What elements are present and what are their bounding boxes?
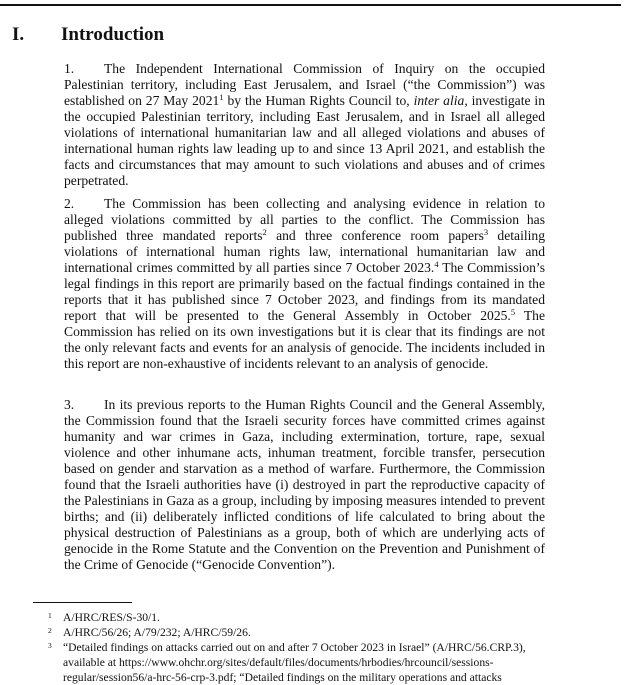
footnote-ref-2[interactable]: 2: [262, 227, 267, 237]
footnote-text[interactable]: “Detailed findings on attacks carried out on and after 7 October 2023 in Israel” (A/HRC/56.CRP.3), available at https://www.ohchr.org/sites/default/files/documents/hrbodies/hrcouncil/sessions-regular/session56/a-hrc-56-crp-3.pdf; “Detailed findings on the military operations and attacks: [63, 641, 526, 684]
paragraph-text: The Commission has been collecting and analysing evidence in relation to alleged violations committed by all parties to the conflict. The Commission has published three mandated reports: [64, 196, 545, 243]
section-heading: [0, 22, 625, 48]
paragraph-text: The Commission has relied on its own investigations but it is clear that its findings are not the only relevant facts and events for an analysis of genocide. The incidents included in this report are non-exhaustive of incidents relevant to an analysis of genocide.: [64, 308, 545, 371]
footnote-ref-5[interactable]: 5: [510, 307, 516, 317]
paragraph-3: [64, 397, 545, 573]
italic-text: inter alia,: [413, 93, 468, 108]
page-top-rule: [0, 4, 621, 6]
footnote-text: A/HRC/56/26; A/79/232; A/HRC/59/26.: [63, 626, 251, 639]
footnote-ref-3[interactable]: 3: [483, 227, 489, 237]
paragraph-text: and three conference room papers: [266, 228, 484, 243]
footnote-ref-4[interactable]: 4: [434, 259, 439, 269]
paragraph-1: [64, 61, 545, 189]
paragraph-text: investigate in the occupied Palestinian territory, including East Jerusalem, and in Israel all alleged violations of international humanitarian law and all alleged violations and abuses of international human rights law leading up to and since 13 April 2021, and establish the facts and circumstances that may amount to such violations and abuses and of crimes perpetrated.: [64, 93, 545, 188]
footnote-separator: [33, 602, 132, 603]
paragraph-number: 2.: [64, 196, 75, 211]
footnote-number: 1: [48, 611, 52, 620]
paragraph-text: The Commission’s legal findings in this report are primarily based on the factual findings contained in the reports that it has published since 7 October 2023, and findings from its mandated report that will be presented to the General Assembly in October 2025.: [64, 260, 545, 323]
paragraph-number: 3.: [64, 397, 75, 412]
footnote-text: A/HRC/RES/S-30/1.: [63, 611, 160, 624]
section-number: I.: [12, 24, 25, 45]
paragraph-text: The Independent International Commission of Inquiry on the occupied Palestinian territory, including East Jerusalem, and Israel (“the Commission”) was established on 27 May 2021: [64, 61, 545, 108]
paragraph-text: by the Human Rights Council to,: [223, 93, 414, 108]
footnote-number: 2: [48, 626, 52, 635]
paragraph-text: In its previous reports to the Human Rights Council and the General Assembly, the Commission found that the Israeli security forces have committed crimes against humanity and war crimes in Gaza, including extermination, torture, rape, sexual violence and other inhumane acts, inhuman treatment, forcible transfer, persecution based on gender and starvation as a method of warfare. Furthermore, the Commission found that the Israeli authorities have (i) destroyed in part the reproductive capacity of the Palestinians in Gaza as a group, including by imposing measures intended to prevent births; and (ii) deliberately inflicted conditions of life calculated to bring about the physical destruction of Palestinians as a group, both of which are underlying acts of genocide in the Rome Statute and the Convention on the Prevention and Punishment of the Crime of Genocide (“Genocide Convention”).: [64, 397, 545, 572]
paragraph-text: detailing violations of international human rights law, international humanitarian law and international crimes committed by all parties since 7 October 2023.: [64, 228, 545, 275]
footnote-1: [48, 610, 548, 625]
paragraph-number: 1.: [64, 61, 75, 76]
section-title: Introduction: [61, 24, 165, 45]
footnote-ref-1[interactable]: 1: [219, 92, 224, 102]
paragraph-2: [64, 196, 545, 372]
footnote-2: [48, 625, 548, 640]
footnote-3: [48, 640, 548, 685]
footnotes: [48, 610, 548, 685]
footnote-number: 3: [48, 641, 52, 650]
